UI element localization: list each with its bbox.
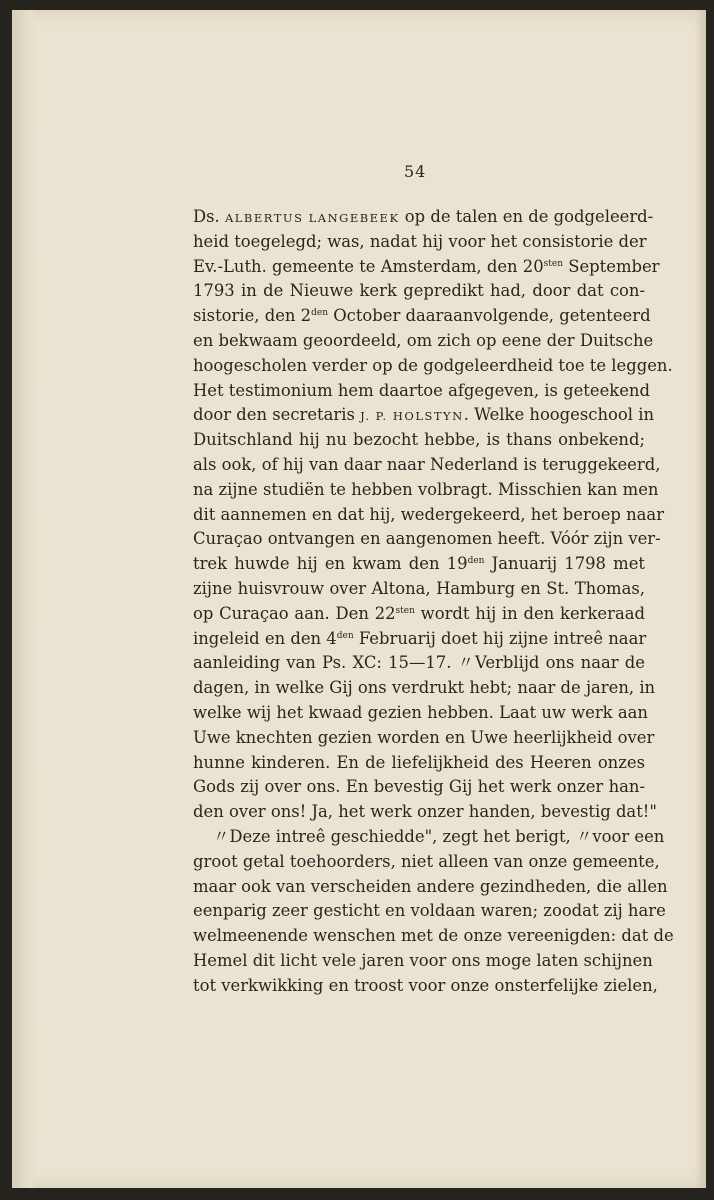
text-line <box>193 726 655 751</box>
text-run: Het testimonium hem daartoe afgegeven, is geteekend <box>193 380 650 400</box>
text-line <box>193 775 645 800</box>
text-run: als ook, of hij van daar naar Nederland is teruggekeerd, <box>193 454 661 474</box>
text-run: Februarij doet hij zijne intreê naar <box>353 628 647 648</box>
text-line <box>193 527 661 552</box>
text-run: 〃Deze intreê geschiedde", zegt het berigt, 〃voor een <box>213 826 665 846</box>
ordinal-superscript: den <box>467 556 485 567</box>
text-run: Ds. <box>193 207 225 226</box>
page-edge <box>696 10 706 1188</box>
text-line <box>193 974 658 999</box>
text-run: dagen, in welke Gij ons verdrukt hebt; naar de jaren, in <box>193 678 656 698</box>
text-run: maar ook van verscheiden andere gezindheden, die allen <box>193 876 668 896</box>
text-line <box>193 428 645 453</box>
text-line <box>193 825 665 850</box>
text-run: Duitschland hij nu bezocht hebbe, is thans onbekend; <box>193 430 645 450</box>
text-line <box>193 850 660 875</box>
text-run: tot verkwikking en troost voor onze onsterfelijke zielen, <box>193 975 658 995</box>
text-line <box>193 899 666 924</box>
text-line <box>193 949 653 974</box>
text-run: aanleiding van Ps. XC: 15—17. 〃Verblijd ons naar de <box>193 653 645 673</box>
text-run: welke wij het kwaad gezien hebben. Laat uw werk aan <box>193 702 648 722</box>
text-run: wordt hij in den kerkeraad <box>414 603 645 623</box>
text-line <box>193 230 645 255</box>
text-line <box>193 379 650 404</box>
text-run: ingeleid en den 4 <box>193 628 337 648</box>
text-run: Curaçao ontvangen en aangenomen heeft. Vóór zijn ver- <box>193 529 661 549</box>
text-line <box>193 478 659 503</box>
text-line <box>193 627 645 652</box>
text-run: den over ons! Ja, het werk onzer handen, bevestig dat!" <box>193 802 657 822</box>
body-text <box>193 205 674 999</box>
text-line <box>193 304 651 329</box>
text-run: heid toegelegd; was, nadat hij voor het consistorie der <box>193 231 647 251</box>
text-run: dit aannemen en dat hij, wedergekeerd, het beroep naar <box>193 504 665 524</box>
small-caps-name: ALBERTUS LANGEBEEK <box>224 211 400 225</box>
text-run: Hemel dit licht vele jaren voor ons moge laten schijnen <box>193 950 653 970</box>
text-run: Januarij 1798 met <box>484 554 646 574</box>
text-run: groot getal toehoorders, niet alleen van onze gemeente, <box>193 851 660 871</box>
text-line <box>193 503 665 528</box>
text-line <box>193 329 654 354</box>
text-line <box>193 403 655 428</box>
text-run: Gods zij over ons. En bevestig Gij het werk onzer han- <box>193 777 645 797</box>
text-line <box>193 800 657 825</box>
text-run: na zijne studiën te hebben volbragt. Misschien kan men <box>193 479 659 499</box>
text-line <box>193 205 654 230</box>
text-run: Ev.-Luth. gemeente te Amsterdam, den 20 <box>193 256 544 276</box>
text-run: sistorie, den 2 <box>193 306 312 326</box>
small-caps-name: J. P. HOLSTYN <box>360 409 464 424</box>
text-line <box>193 602 645 627</box>
ordinal-superscript: sten <box>543 258 564 269</box>
text-run: September <box>563 256 660 276</box>
text-line <box>193 354 673 379</box>
text-line <box>193 676 656 701</box>
page-gutter <box>12 10 38 1188</box>
text-run: hoogescholen verder op de godgeleerdheid toe te leggen. <box>193 355 673 375</box>
text-run: trek huwde hij en kwam den 19 <box>193 554 468 574</box>
text-line <box>193 701 648 726</box>
text-run: 1793 in de Nieuwe kerk gepredikt had, door dat con- <box>193 281 645 301</box>
text-run: . Welke hoogeschool in <box>463 405 655 425</box>
text-line <box>193 924 674 949</box>
text-run: Uwe knechten gezien worden en Uwe heerlijkheid over <box>193 727 655 747</box>
text-run: eenparig zeer gesticht en voldaan waren; zoodat zij hare <box>193 901 666 921</box>
text-line <box>193 577 645 602</box>
text-run: October daaraanvolgende, getenteerd <box>328 306 651 326</box>
text-run: op de talen en de godgeleerd- <box>399 207 654 226</box>
text-line <box>193 651 645 676</box>
text-run: door den secretaris <box>193 405 361 425</box>
ordinal-superscript: sten <box>395 605 415 616</box>
text-run: op Curaçao aan. Den 22 <box>193 603 396 623</box>
text-run: welmeenende wenschen met de onze vereenigden: dat de <box>193 926 674 946</box>
text-line <box>193 255 660 280</box>
text-line <box>193 875 668 900</box>
ordinal-superscript: den <box>336 630 354 641</box>
text-line <box>193 279 645 304</box>
text-run: en bekwaam geoordeeld, om zich op eene der Duitsche <box>193 330 654 350</box>
text-run: zijne huisvrouw over Altona, Hamburg en St. Thomas, <box>193 578 645 598</box>
ordinal-superscript: den <box>311 308 328 319</box>
text-line <box>193 751 645 776</box>
text-line <box>193 552 645 577</box>
text-run: hunne kinderen. En de liefelijkheid des Heeren onzes <box>193 752 645 772</box>
text-line <box>193 453 661 478</box>
page-number: 54 <box>404 162 427 181</box>
